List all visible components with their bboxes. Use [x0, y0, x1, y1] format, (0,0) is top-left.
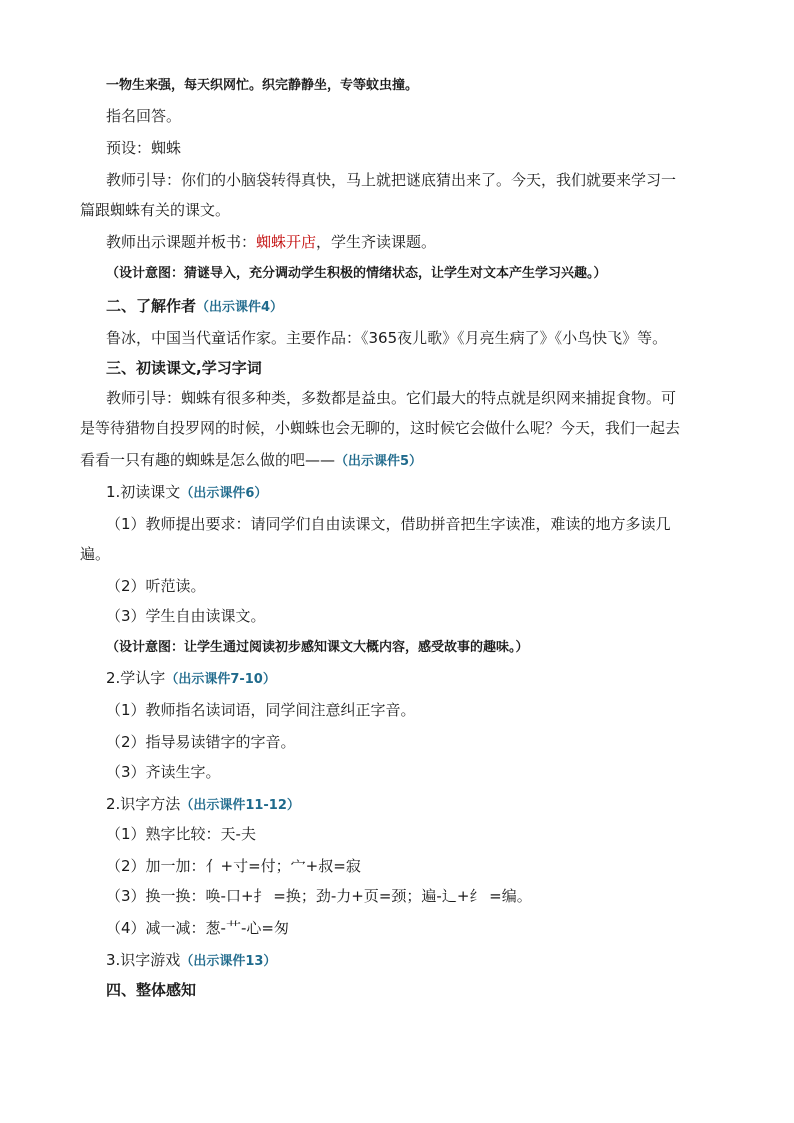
board-line — [106, 232, 436, 252]
step-4-heading — [106, 950, 276, 972]
step-1-ref: （出示课件6） — [180, 486, 268, 501]
preset-text: 预设：蜘蛛 — [106, 139, 182, 157]
step-2-ref: （出示课件7-10） — [165, 672, 276, 687]
step-1-title: 1.初读课文 — [106, 483, 181, 501]
section-2-ref: （出示课件4） — [196, 300, 284, 315]
step-4-title: 3.识字游戏 — [106, 951, 181, 969]
step-3-item-1: （1）熟字比较：天-夫 — [106, 825, 256, 843]
step-1-item-3: （3）学生自由读课文。 — [106, 607, 266, 625]
step-1-item-1b: 遍。 — [80, 545, 111, 563]
step-4-ref: （出示课件13） — [180, 954, 277, 969]
step-2-heading — [106, 668, 276, 690]
section-2-title: 二、了解作者 — [106, 297, 197, 315]
step-2-title: 2.学认字 — [106, 669, 166, 687]
riddle-text: 一物生来强，每天织网忙。织完静静坐，专等蚊虫撞。 — [106, 78, 419, 93]
section-2-heading — [106, 296, 283, 318]
step-3-ref: （出示课件11-12） — [180, 798, 300, 813]
guide2-line3 — [80, 450, 422, 472]
step-1-heading — [106, 482, 267, 504]
author-text: 鲁冰，中国当代童话作家。主要作品：《365夜儿歌》《月亮生病了》《小鸟快飞》等。 — [106, 329, 668, 347]
call-text: 指名回答。 — [106, 107, 182, 125]
section-3-heading: 三、初读课文,学习字词 — [106, 359, 262, 377]
guide2-line2: 是等待猎物自投罗网的时候，小蜘蛛也会无聊的，这时候它会做什么呢？今天，我们一起去 — [80, 419, 681, 437]
step-3-item-4: （4）减一减：葱-艹-心=匆 — [106, 919, 289, 937]
step-2-item-2: （2）指导易读错字的字音。 — [106, 733, 296, 751]
guide1-line2: 篇跟蜘蛛有关的课文。 — [80, 201, 231, 219]
board-prefix: 教师出示课题并板书： — [106, 233, 257, 251]
lesson-title: 蜘蛛开店 — [256, 233, 317, 251]
step-3-item-3: （3）换一换：唤-口+扌 =换；劲-力+页=颈；遍-辶+纟 =编。 — [106, 887, 532, 905]
step-3-heading — [106, 794, 300, 816]
design-intent-1: （设计意图：猜谜导入，充分调动学生积极的情绪状态，让学生对文本产生学习兴趣。） — [106, 266, 607, 281]
step-3-item-2: （2）加一加：亻+寸=付；宀+叔=寂 — [106, 857, 361, 875]
step-1-item-2: （2）听范读。 — [106, 577, 206, 595]
guide2-ref: （出示课件5） — [335, 454, 423, 469]
step-2-item-1: （1）教师指名读词语，同学间注意纠正字音。 — [106, 701, 416, 719]
design-intent-2: （设计意图：让学生通过阅读初步感知课文大概内容，感受故事的趣味。） — [106, 640, 529, 655]
step-2-item-3: （3）齐读生字。 — [106, 763, 221, 781]
step-3-title: 2.识字方法 — [106, 795, 181, 813]
guide2-line1: 教师引导：蜘蛛有很多种类，多数都是益虫。它们最大的特点就是织网来捕捉食物。可 — [106, 389, 677, 407]
section-4-heading: 四、整体感知 — [106, 981, 197, 999]
step-1-item-1a: （1）教师提出要求：请同学们自由读课文，借助拼音把生字读准，难读的地方多读几 — [106, 515, 671, 533]
guide1-line1: 教师引导：你们的小脑袋转得真快，马上就把谜底猜出来了。今天，我们就要来学习一 — [106, 171, 677, 189]
guide2-line3-text: 看看一只有趣的蜘蛛是怎么做的吧—— — [80, 451, 336, 469]
board-suffix: ，学生齐读课题。 — [316, 233, 437, 251]
